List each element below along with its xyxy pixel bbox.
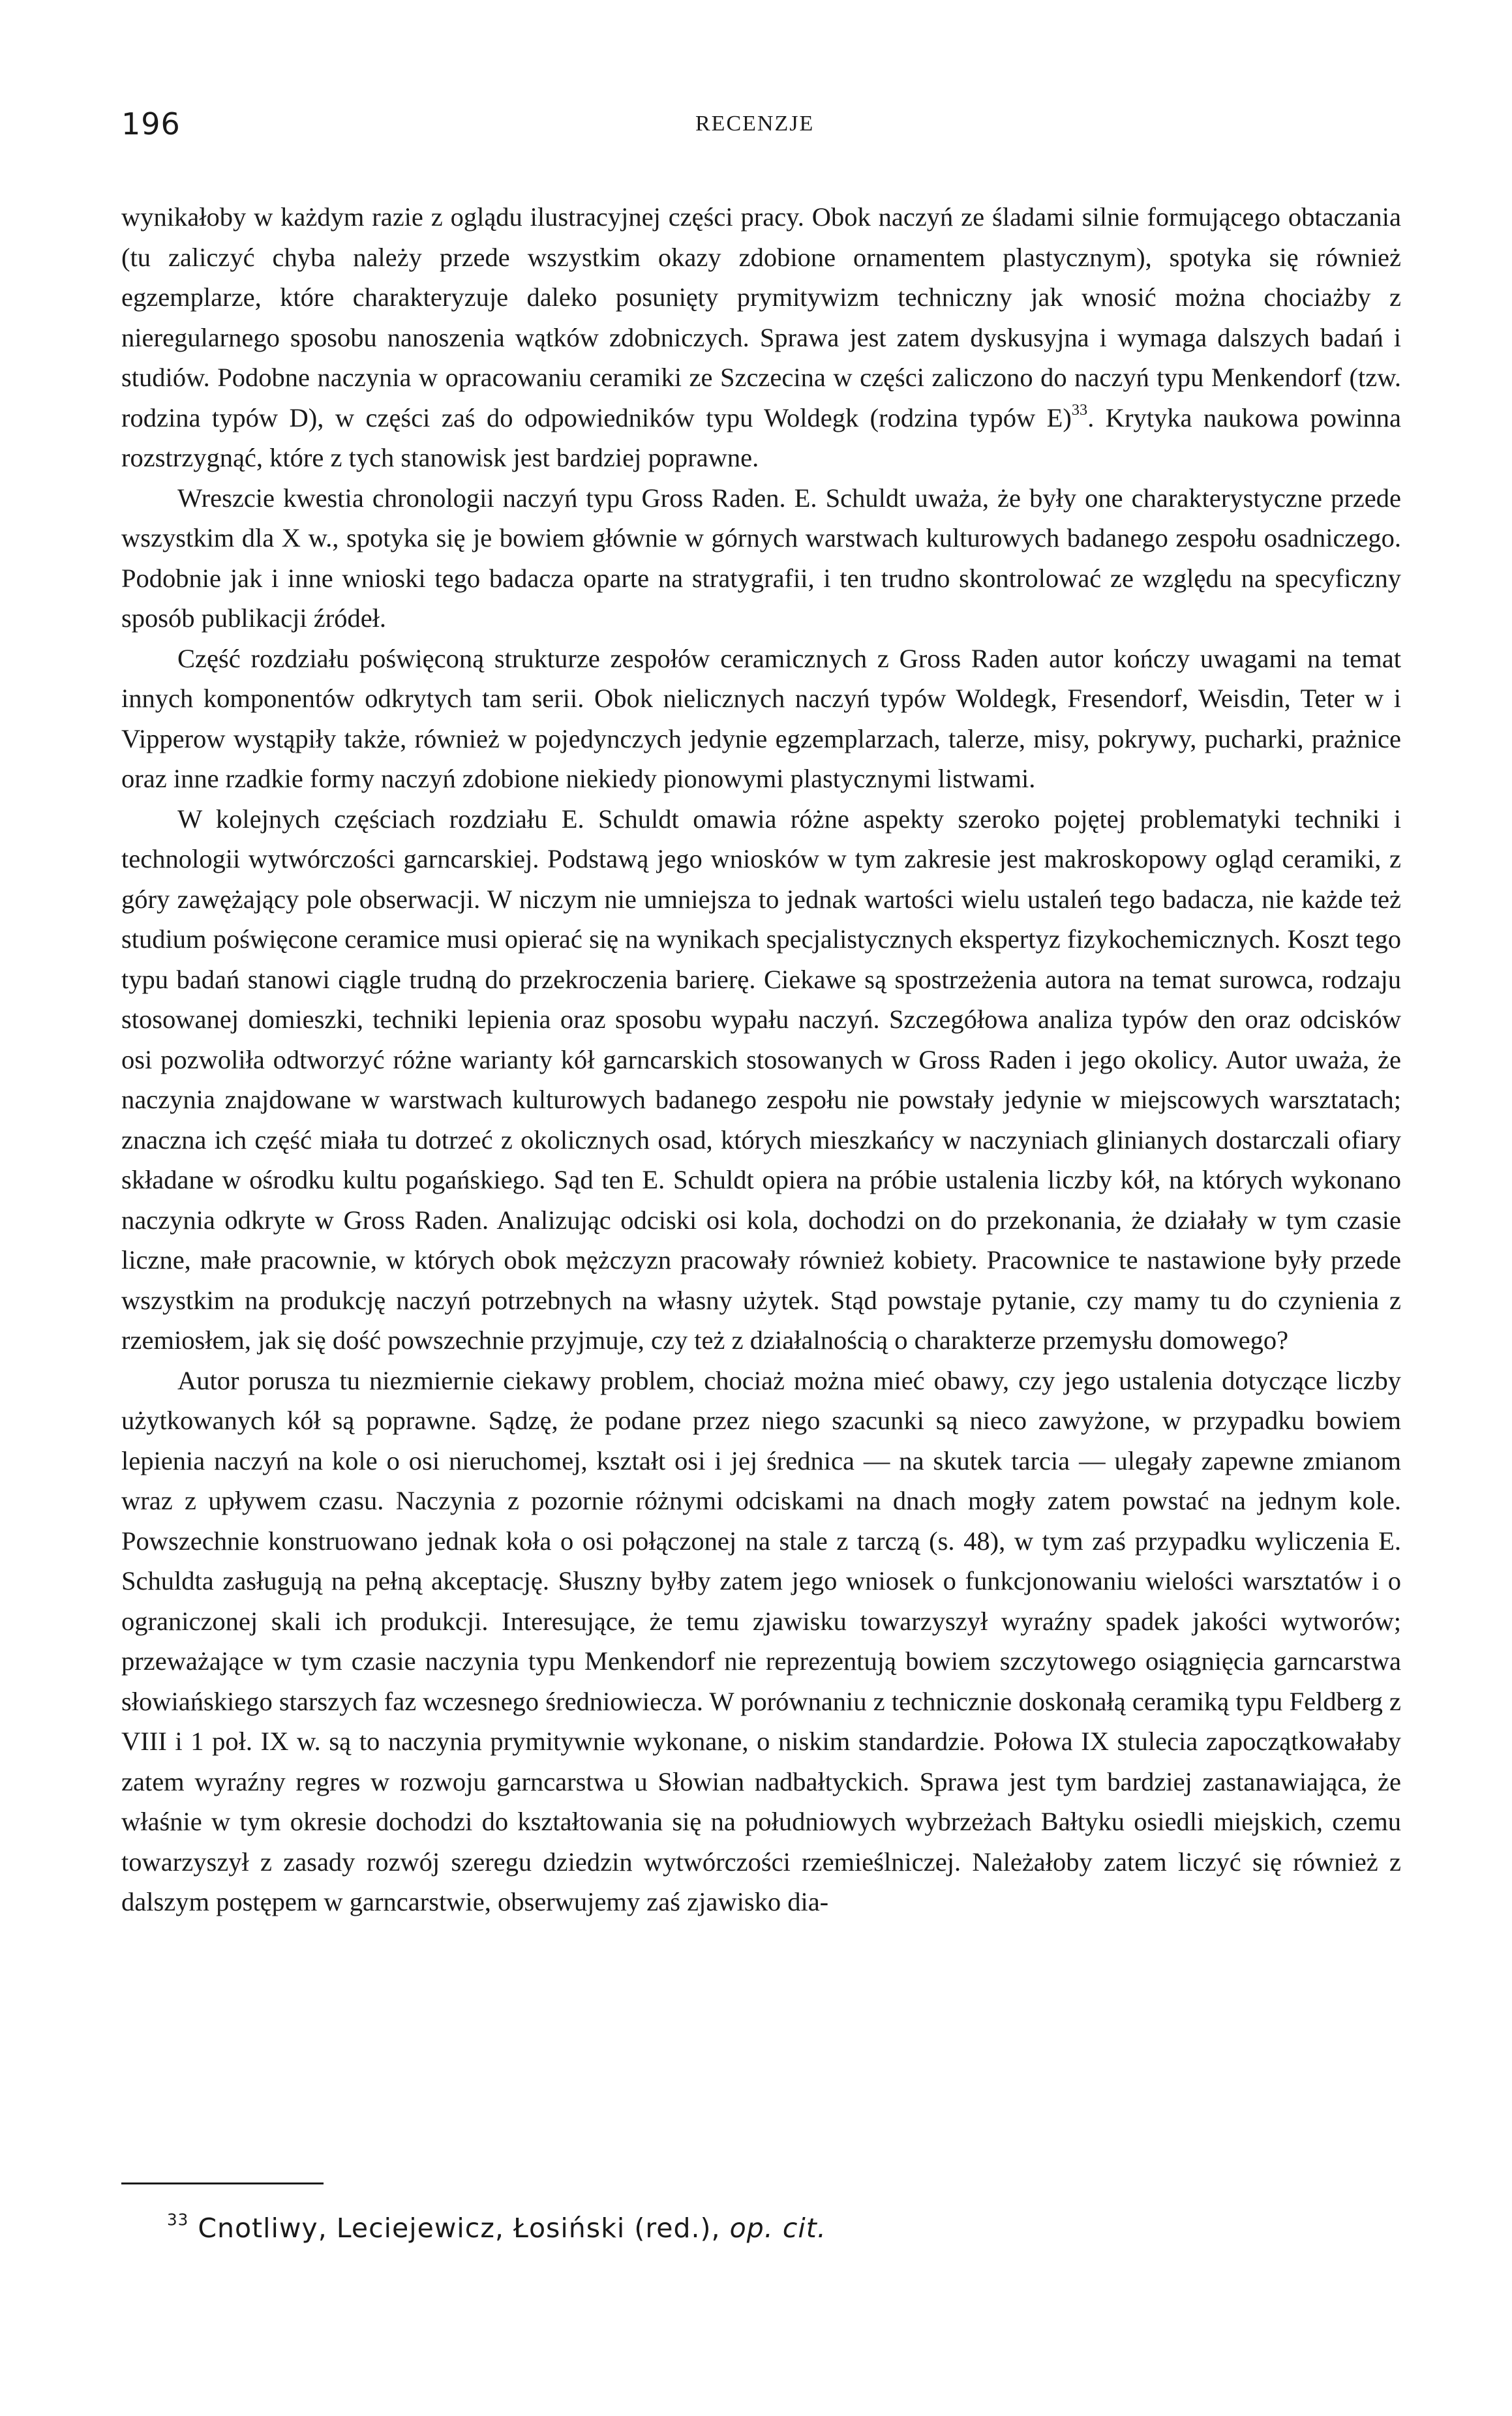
paragraph-5: Autor porusza tu niezmiernie ciekawy problem, chociaż można mieć obawy, czy jego ustalenia dotyczące liczby użytkowanych kół są poprawne. Sądzę, że podane przez niego szacunki są nieco zawyżone, w przypadku bowiem lepienia naczyń na kole o osi nieruchomej, kształt osi i jej średnica — na skutek tarcia — ulegały zapewne zmianom wraz z upływem czasu. Naczynia z pozornie różnymi odciskami na dnach mogły zatem powstać na jednym kole. Powszechnie konstruowano jednak koła o osi połączonej na stale z tarczą (s. 48), w tym zaś przypadku wyliczenia E. Schuldta zasługują na pełną akceptację. Słuszny byłby zatem jego wniosek o funkcjonowaniu wielości warsztatów i o ograniczonej skali ich produkcji. Interesujące, że temu zjawisku towarzyszył wyraźny spadek jakości wytworów; przeważające w tym czasie naczynia typu Menkendorf nie reprezentują bowiem szczytowego osiągnięcia garncarstwa słowiańskiego starszych faz wczesnego średniowiecza. W porównaniu z technicznie doskonałą ceramiką typu Feldberg z VIII i 1 poł. IX w. są to naczynia prymitywnie wykonane, o niskim standardzie. Połowa IX stulecia zapoczątkowałaby zatem wyraźny regres w rozwoju garncarstwa u Słowian nadbałtyckich. Sprawa jest tym bardziej zastanawiająca, że właśnie w tym okresie dochodzi do kształtowania się na południowych wybrzeżach Bałtyku osiedli miejskich, czemu towarzyszył z zasady rozwój szeregu dziedzin wytwórczości rzemieślniczej. Należałoby zatem liczyć się również z dalszym postępem w garncarstwie, obserwujemy zaś zjawisko dia- xyxy=(121,1365,1401,1916)
article-body xyxy=(121,197,1401,1922)
footnote-citation: op. cit. xyxy=(729,2212,826,2244)
footnote-reference: 33 xyxy=(1071,400,1088,419)
footnote-authors: Cnotliwy, Leciejewicz, Łosiński (red.), xyxy=(198,2212,721,2244)
paragraph-1 xyxy=(121,197,1401,478)
page-number: 196 xyxy=(121,106,181,142)
footnote-marker: 33 xyxy=(167,2210,189,2229)
footnote-divider xyxy=(121,2182,324,2184)
paragraph-3: Część rozdziału poświęconą strukturze zespołów ceramicznych z Gross Raden autor kończy uwagami na temat innych komponentów odkrytych tam serii. Obok nielicznych naczyń typów Woldegk, Fresendorf, Weisdin, Teter w i Vipperow wystąpiły także, również w pojedynczych jedynie egzemplarzach, talerze, misy, pokrywy, pucharki, prażnice oraz inne rzadkie formy naczyń zdobione niekiedy pionowymi plastycznymi listwami. xyxy=(121,643,1401,793)
paragraph-2: Wreszcie kwestia chronologii naczyń typu Gross Raden. E. Schuldt uważa, że były one charakterystyczne przede wszystkim dla X w., spotyka się je bowiem głównie w górnych warstwach kulturowych badanego zespołu osadniczego. Podobnie jak i inne wnioski tego badacza oparte na stratygrafii, i ten trudno skontrolować ze względu na specyficzny sposób publikacji źródeł. xyxy=(121,483,1401,633)
paragraph-1-text: wynikałoby w każdym razie z oglądu ilustracyjnej części pracy. Obok naczyń ze śladami silnie formującego obtaczania (tu zaliczyć chyba należy przede wszystkim okazy zdobione ornamentem plastycznym), spotyka się również egzemplarze, które charakteryzuje daleko posunięty prymitywizm techniczny jak wnosić można chociażby z nieregularnego sposobu nanoszenia wątków zdobniczych. Sprawa jest zatem dyskusyjna i wymaga dalszych badań i studiów. Podobne naczynia w opracowaniu ceramiki ze Szczecina w części zaliczono do naczyń typu Menkendorf (tzw. rodzina typów D), w części zaś do odpowiedników typu Woldegk (rodzina typów E) xyxy=(121,202,1401,432)
footnote-33 xyxy=(167,2212,826,2244)
page-header xyxy=(121,106,1404,145)
running-head: RECENZJE xyxy=(695,112,815,136)
paragraph-4: W kolejnych częściach rozdziału E. Schuldt omawia różne aspekty szeroko pojętej problematyki techniki i technologii wytwórczości garncarskiej. Podstawą jego wniosków w tym zakresie jest makroskopowy ogląd ceramiki, z góry zawężający pole obserwacji. W niczym nie umniejsza to jednak wartości wielu ustaleń tego badacza, nie każde też studium poświęcone ceramice musi opierać się na wynikach specjalistycznych ekspertyz fizykochemicznych. Koszt tego typu badań stanowi ciągle trudną do przekroczenia barierę. Ciekawe są spostrzeżenia autora na temat surowca, rodzaju stosowanej domieszki, techniki lepienia oraz sposobu wypału naczyń. Szczegółowa analiza typów den oraz odcisków osi pozwoliła odtworzyć różne warianty kół garncarskich stosowanych w Gross Raden i jego okolicy. Autor uważa, że naczynia znajdowane w warstwach kulturowych badanego zespołu nie powstały jedynie w miejscowych warsztatach; znaczna ich część miała tu dotrzeć z okolicznych osad, których mieszkańcy w naczyniach glinianych dostarczali ofiary składane w ośrodku kultu pogańskiego. Sąd ten E. Schuldt opiera na próbie ustalenia liczby kół, na których wykonano naczynia odkryte w Gross Raden. Analizując odciski osi kola, dochodzi on do przekonania, że działały w tym czasie liczne, małe pracownie, w których obok mężczyzn pracowały również kobiety. Pracownice te nastawione były przede wszystkim na produkcję naczyń potrzebnych na własny użytek. Stąd powstaje pytanie, czy mamy tu do czynienia z rzemiosłem, jak się dość powszechnie przyjmuje, czy też z działalnością o charakterze przemysłu domowego? xyxy=(121,804,1401,1355)
paragraph-1-text-end: . Krytyka naukowa powinna rozstrzygnąć, które z tych stanowisk jest bardziej poprawne. xyxy=(121,402,1401,472)
